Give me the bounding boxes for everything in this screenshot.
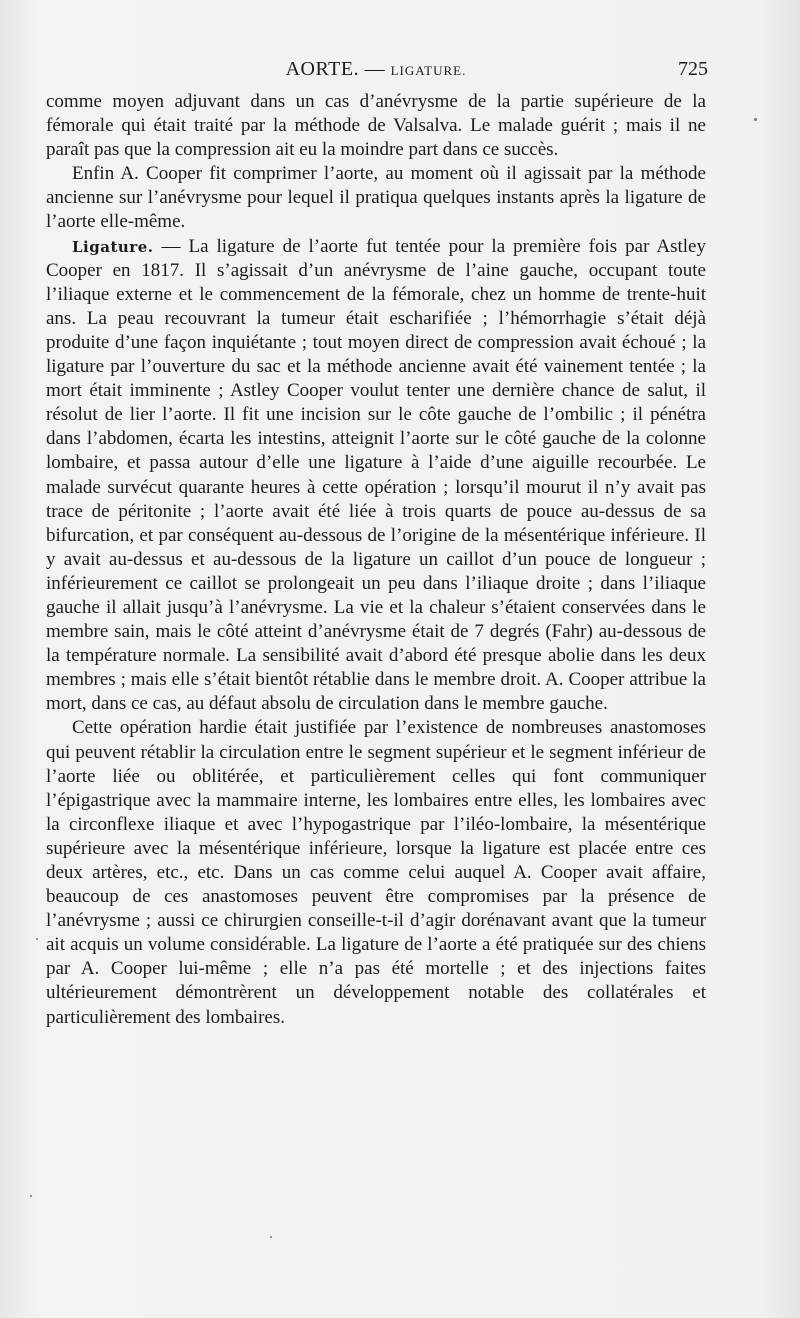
running-header [44, 58, 708, 82]
paper-speck [36, 938, 38, 940]
paragraph-1: comme moyen adjuvant dans un cas d’anévrysme de la partie supérieure de la fémorale qui était traité par la méthode de Valsalva. Le malade guérit ; mais il ne paraît pas que la compression ait eu la moindre part dans ce succès. [46, 91, 706, 161]
paper-speck [270, 1236, 272, 1238]
paragraph-3-text: — La ligature de l’aorte fut tentée pour la première fois par Astley Cooper en 1817. Il s’agissait d’un anévrysme de l’aine gauche, occupant toute l’iliaque externe et le commencement de la fémorale, chez un homme de trente-huit ans. La peau recouvrant la tumeur était escharifiée ; l’hémorrhagie s’était déjà produite d’une façon inquiétante ; tout moyen direct de compression avait échoué ; la ligature par l’ouverture du sac et la méthode ancienne avait été vainement tentée ; la mort était imminente ; Astley Cooper voulut tenter une dernière chance de salut, il résolut de lier l’aorte. Il fit une incision sur le côte gauche de l’ombilic ; il pénétra dans l’abdomen, écarta les intestins, atteignit l’aorte sur le côté gauche de la colonne lombaire, et passa autour d’elle une ligature à l’aide d’une aiguille recourbée. Le malade survécut quarante heures à cette opération ; lorsqu’il mourut il n’y avait pas trace de péritonite ; l’aorte avait été liée à trois quarts de pouce au-dessus de sa bifurcation, et par conséquent au-dessous de l’origine de la mésentérique inférieure. Il y avait au-dessus et au-dessous de la ligature un caillot d’un pouce de longueur ; inférieurement ce caillot se prolongeait un peu dans l’iliaque droite ; dans l’iliaque gauche il allait jusqu’à l’anévrysme. La vie et la chaleur s’étaient conservées dans le membre sain, mais le côté atteint d’anévrysme était de 7 degrés (Fahr) au-dessous de la température normale. La sensibilité avait d’abord été presque abolie dans les deux membres ; mais elle s’était bientôt rétablie dans le membre droit. A. Cooper attribue la mort, dans ce cas, au défaut absolu de circulation dans le membre gauche. [46, 235, 706, 715]
paper-speck [754, 118, 757, 121]
paper-speck [30, 1195, 32, 1197]
paragraph-4: Cette opération hardie était justifiée par l’existence de nombreuses anastomoses qui peuvent rétablir la circulation entre le segment supérieur et le segment inférieur de l’aorte liée ou oblitérée, et particulièrement celles qui font communiquer l’épigastrique avec la mammaire interne, les lombaires entre elles, les lombaires avec la circonflexe iliaque et avec l’hypogastrique par l’iléo-lombaire, la mésentérique supérieure avec la mésentérique inférieure, lorsque la ligature est placée entre ces deux artères, etc., etc. Dans un cas comme celui auquel A. Cooper avait affaire, beaucoup de ces anastomoses peuvent être compromises par la présence de l’anévrysme ; aussi ce chirurgien conseille-t-il d’agir dorénavant avant que la tumeur ait acquis un volume considérable. La ligature de l’aorte a été pratiquée sur des chiens par A. Cooper lui-même ; elle n’a pas été mortelle ; et des injections faites ultérieurement démontrèrent un développement notable des collatérales et particulièrement des lombaires. [46, 717, 706, 1028]
body-text [46, 90, 706, 1030]
section-heading: Ligature. [72, 237, 154, 256]
running-title-sub: LIGATURE. [390, 63, 467, 78]
paragraph-2: Enfin A. Cooper fit comprimer l’aorte, au moment où il agissait par la méthode ancienne sur l’anévrysme pour lequel il pratiqua quelques instants après la ligature de l’aorte elle-même. [46, 163, 706, 233]
page-number: 725 [678, 58, 708, 80]
running-title-dash: — [359, 58, 391, 80]
running-title-main: AORTE. [285, 58, 360, 80]
paragraph-3 [46, 235, 706, 717]
running-title [44, 58, 708, 81]
